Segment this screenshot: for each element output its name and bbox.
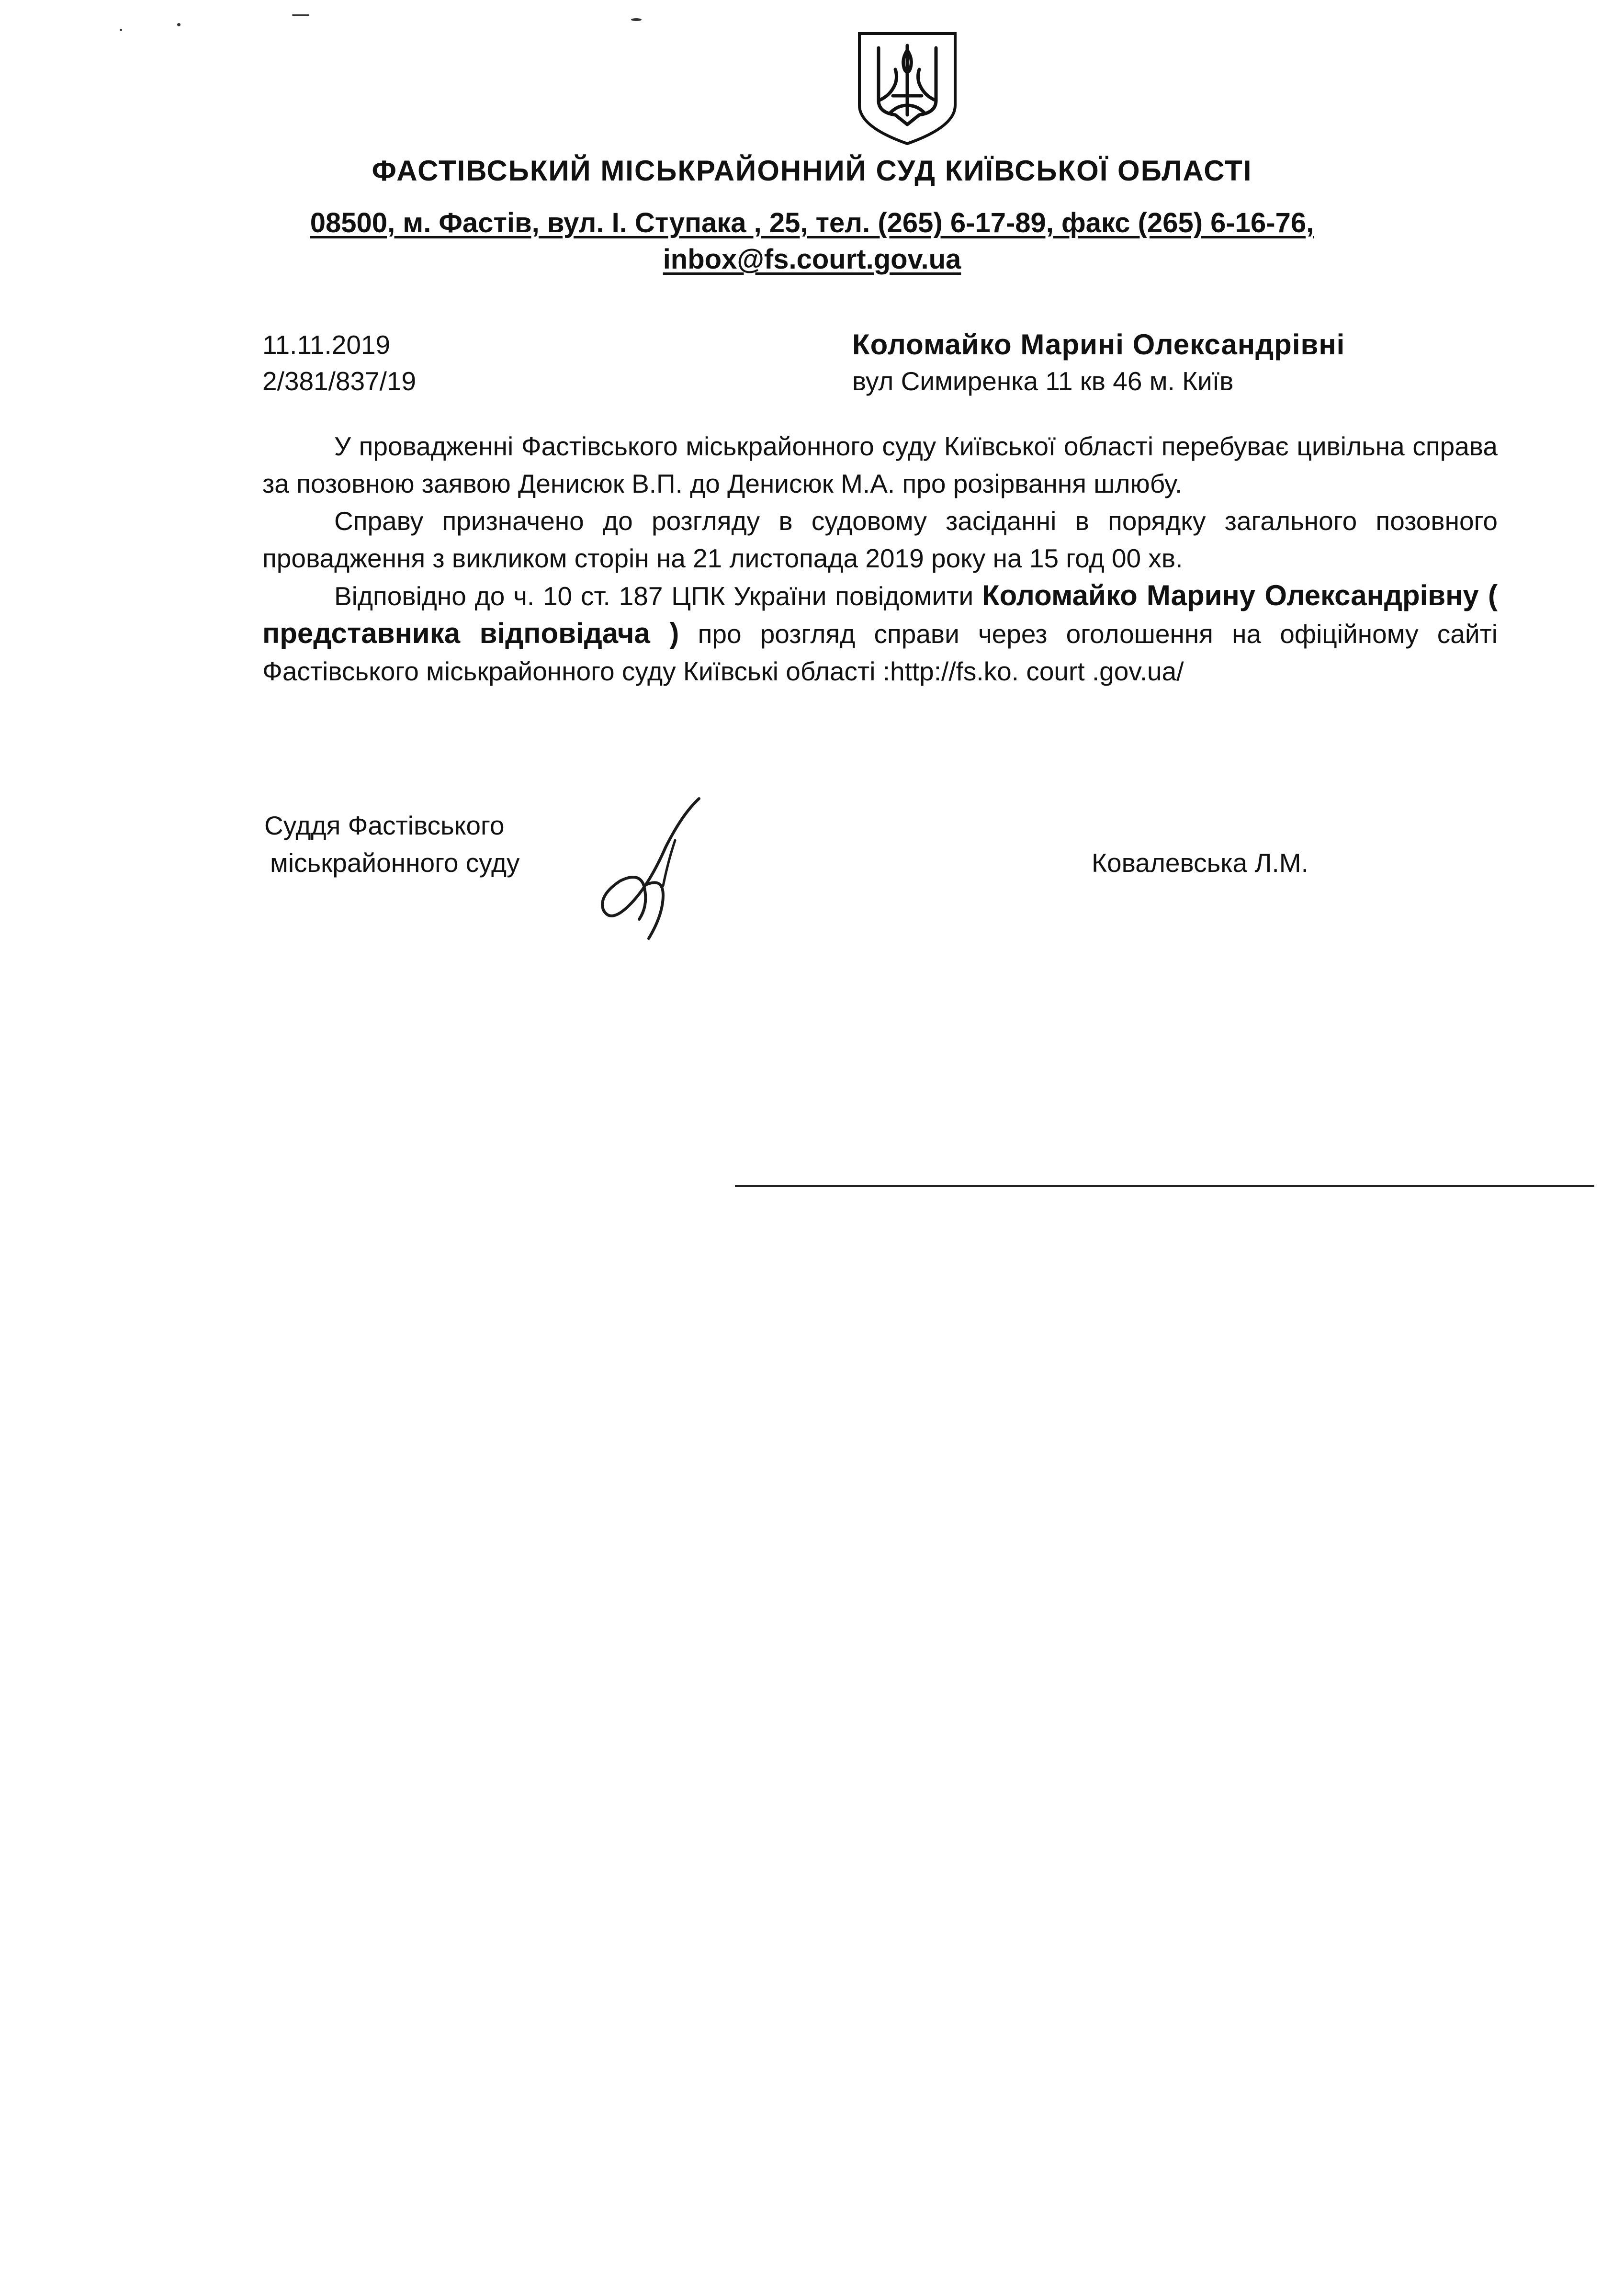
court-name: ФАСТІВСЬКИЙ МІСЬКРАЙОННИЙ СУД КИЇВСЬКОЇ ОБЛАСТІ xyxy=(372,155,1252,187)
letter-body xyxy=(262,428,1498,690)
letter-date: 11.11.2019 xyxy=(262,330,391,360)
scan-speck xyxy=(120,29,122,31)
body-paragraph-2: Справу призначено до розгляду в судовому засіданні в порядку загального позовного провадження з викликом сторін на 21 листопада 2019 року на 15 год 00 хв. xyxy=(262,506,1498,573)
recipient-name: Коломайко Марині Олександрівні xyxy=(852,328,1345,361)
body-paragraph-1: У провадженні Фастівського міськрайонного суду Київської області перебуває цивільна справа за позовною заявою Денисюк В.П. до Денисюк М.А. про розірвання шлюбу. xyxy=(262,431,1498,498)
recipient-address: вул Симиренка 11 кв 46 м. Київ xyxy=(852,366,1234,396)
scan-speck xyxy=(177,23,180,26)
body-paragraph-3 xyxy=(262,577,1498,690)
scan-speck xyxy=(631,18,642,21)
judge-title xyxy=(264,807,520,881)
body-paragraph-3-start: Відповідно до ч. 10 ст. 187 ЦПК України повідомити xyxy=(334,581,974,611)
handwritten-signature-icon xyxy=(591,795,706,943)
ukrainian-trident-emblem-icon xyxy=(850,24,965,148)
court-email: inbox@fs.court.gov.ua xyxy=(663,244,961,275)
reference-number: 2/381/837/19 xyxy=(262,366,417,396)
judge-title-line-1: Суддя Фастівського xyxy=(264,811,505,840)
body-paragraph-3-end: про розгляд справи через оголошення на офіційному сайті Фастівського міськрайонного суду Київські області :http://fs.ko. court .gov.ua/ xyxy=(262,619,1498,686)
addressee-bold-name: Коломайко Марину Олександрівну ( представника відповідача ) xyxy=(262,579,1498,649)
horizontal-rule xyxy=(735,1185,1594,1187)
scan-speck xyxy=(292,14,309,16)
court-address: 08500, м. Фастів, вул. І. Ступака , 25, тел. (265) 6-17-89, факс (265) 6-16-76, xyxy=(310,207,1314,238)
judge-title-line-2: міськрайонного суду xyxy=(270,848,520,878)
judge-name: Ковалевська Л.М. xyxy=(1092,848,1308,878)
